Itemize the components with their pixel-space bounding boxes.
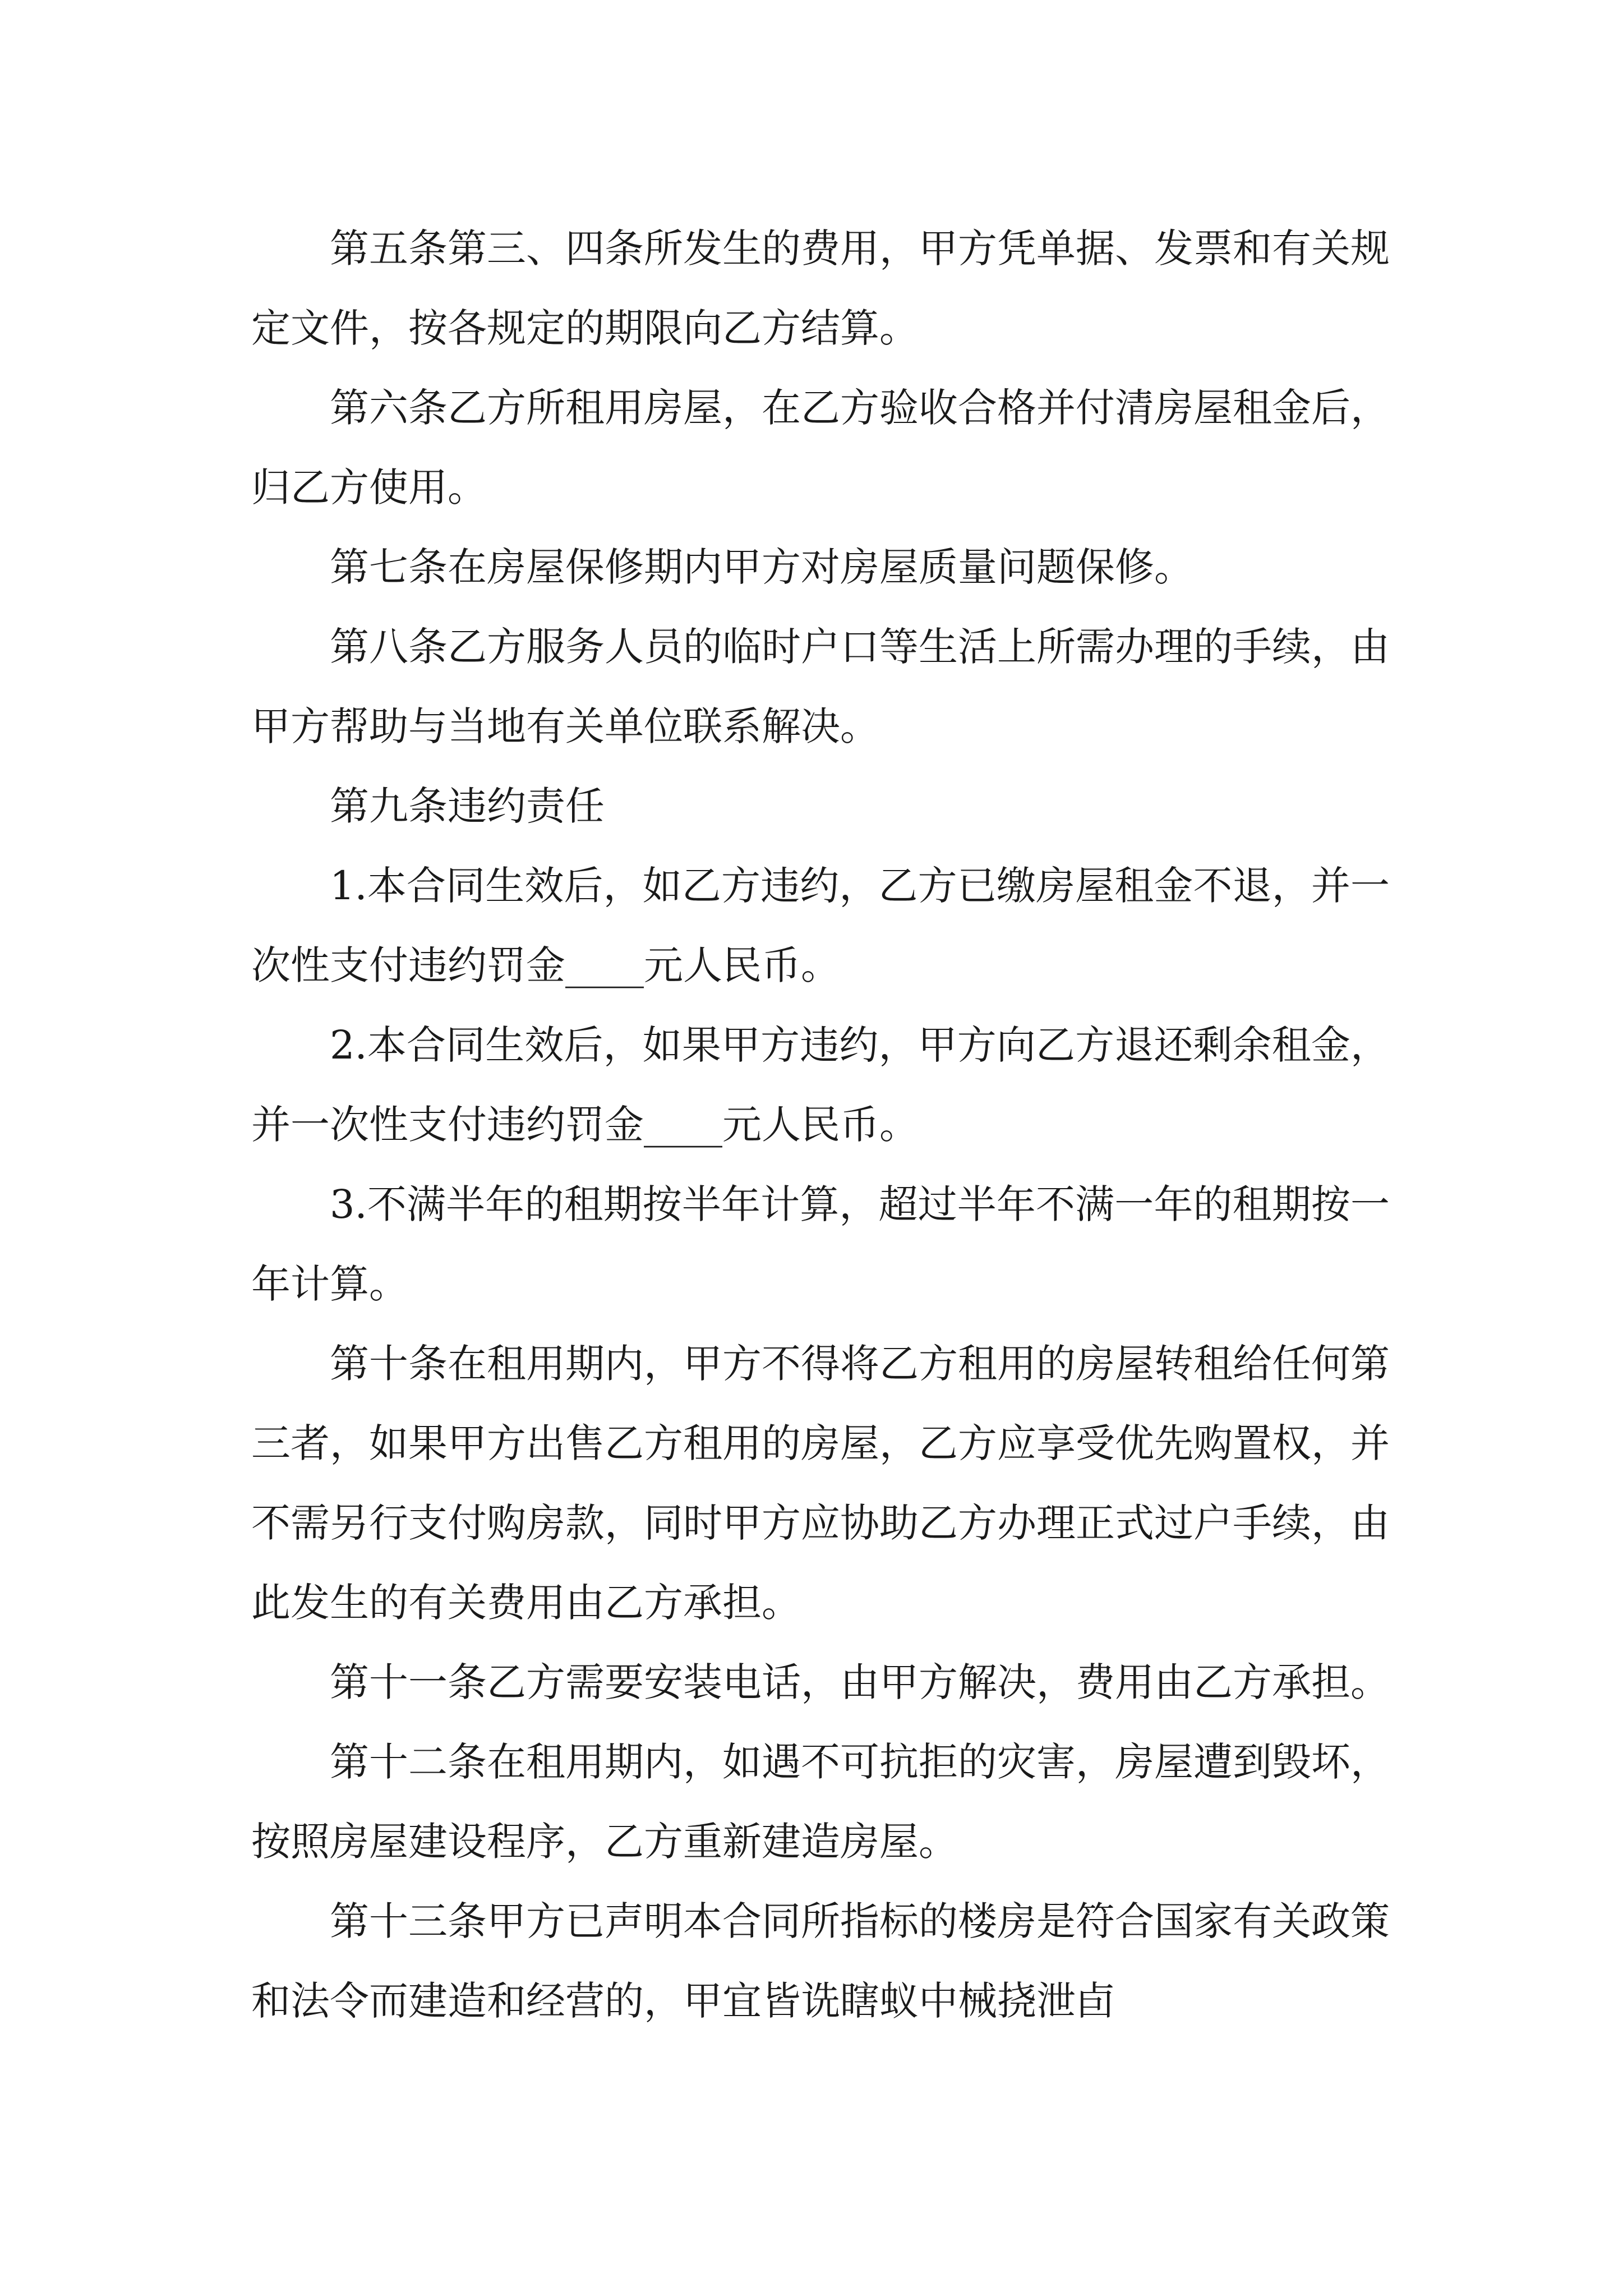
paragraph-article-8: 第八条乙方服务人员的临时户口等生活上所需办理的手续，由甲方帮助与当地有关单位联系解决。 xyxy=(251,624,1390,749)
paragraph-article-13: 第十三条甲方已声明本合同所指标的楼房是符合国家有关政策和法令而建造和经营的，甲宜皆诜瞎蚁中械挠泄卣 xyxy=(251,1898,1390,2024)
paragraph-article-10: 第十条在租用期内，甲方不得将乙方租用的房屋转租给任何第三者，如果甲方出售乙方租用的房屋，乙方应享受优先购置权，并不需另行支付购房款，同时甲方应协助乙方办理正式过户手续，由此发生的有关费用由乙方承担。 xyxy=(251,1341,1390,1626)
paragraph-article-9-item-3: 3.不满半年的租期按半年计算，超过半年不满一年的租期按一年计算。 xyxy=(251,1181,1390,1307)
paragraph-article-9-item-2: 2.本合同生效后，如果甲方违约，甲方向乙方退还剩余租金，并一次性支付违约罚金____元人民币。 xyxy=(251,1022,1390,1148)
paragraph-article-9-item-1: 1.本合同生效后，如乙方违约，乙方已缴房屋租金不退，并一次性支付违约罚金____元人民币。 xyxy=(251,863,1390,988)
paragraph-article-12: 第十二条在租用期内，如遇不可抗拒的灾害，房屋遭到毁坏，按照房屋建设程序，乙方重新建造房屋。 xyxy=(251,1739,1390,1865)
paragraph-article-7: 第七条在房屋保修期内甲方对房屋质量问题保修。 xyxy=(330,544,1193,590)
paragraph-article-5: 第五条第三、四条所发生的费用，甲方凭单据、发票和有关规定文件，按各规定的期限向乙方结算。 xyxy=(251,226,1390,351)
paragraph-article-6: 第六条乙方所租用房屋，在乙方验收合格并付清房屋租金后，归乙方使用。 xyxy=(251,385,1390,510)
paragraph-article-11: 第十一条乙方需要安装电话，由甲方解决，费用由乙方承担。 xyxy=(330,1659,1390,1705)
paragraph-article-9-heading: 第九条违约责任 xyxy=(330,783,605,829)
contract-body xyxy=(251,209,1390,2041)
